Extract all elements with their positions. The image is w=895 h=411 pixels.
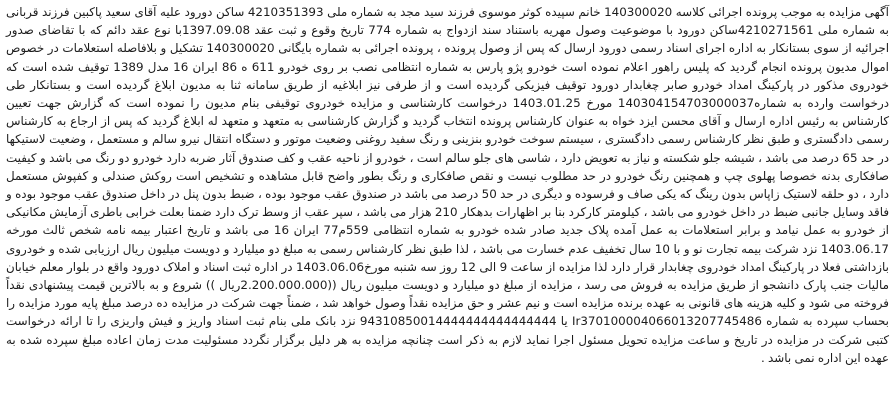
notice-body-text: آگهی مزایده به موجب پرونده اجرائی کلاسه 140300020 خانم سپیده کوثر موسوی فرزند سید مجد به شماره ملی 4210351393 ساکن دورود علیه آقای سعید پاکبین فرزند قربانی به شماره ملی 4210271561ساکن دورود با موضوعیت وصول مهریه باستناد سند ازدواج به شماره 774 تاریخ وقوع و ثبت عقد 1397.09.08با نوع عقد دائم که با تقاضای صدور اجرائیه از سوی بستانکار به اداره اجرای اسناد رسمی دورود ارسال که پس از وصول پرونده ، پرونده اجرائی به شماره بایگانی 140300020 تشکیل و بلافاصله استعلامات در خصوص اموال مدیون پرونده انجام گردید که پلیس راهور اعلام نموده است خودرو پژو پارس به شماره انتظامی نصب بر روی خودرو 611 ه 86 ایران 16 مدل 1389 توقیف شده است که خودروی مذکور در پارکینگ امداد خودرو صابر چغابدار دورود توقیف فیزیکی گردیده است و از طرفی نیز ابلاغیه از طریق سامانه ثنا به مدیون ابلاغ گردیده است و بستانکار طی درخواست وارده به شماره140304154703000037 مورخ 1403.01.25 درخواست کارشناسی و مزایده خودروی توقیفی بنام مدیون را نموده است که گزارش جهت تعیین کارشناس به رئیس اداره ارسال و آقای محسن ایزد خواه به عنوان کارشناس پرونده انتخاب گردید و گزارش کارشناسی به متعهد و متعهد له ابلاغ گردید که پس از ارجاع به کارشناس رسمی دادگستری و طبق نظر کارشناس رسمی دادگستری ، سیستم سوخت خودرو بنزینی و رنگ سفید روغنی وضعیت موتور و دستگاه انتقال نیرو سالم و مستعمل ، وضعیت لاستیکها در حد 65 درصد می باشد ، شیشه جلو شکسته و نیاز به تعویض دارد ، شاسی های جلو سالم است ، خودرو از ناحیه عقب و کف صندوق آثار ضربه دارد خودرو دو رنگ می باشد و کیفیت صافکاری بدنه خصوصا پهلوی چپ و همچنین رنگ خودرو در حد مطلوب نیست و نقص صافکاری و رنگ بطور واضح قابل مشاهده و تشخیص است روکش صندلی و کفپوش مستعمل دارد ، دو حلقه لاستیک زاپاس بدون رینگ که یکی صاف و فرسوده و دیگری در حد 50 درصد می باشد در صندوق عقب موجود بوده ، ضبط بدون پنل در داخل صندوق عقب موجود بوده و فاقد وسایل جانبی ضبط در داخل خودرو می باشد ، کیلومتر کارکرد بنا بر اظهارات بدهکار 210 هزار می باشد ، سپر عقب از وسط ترک دارد ضمنا بعلت خرابی باطری آزمایش مکانیکی از خودرو به عمل نیامد و برابر استعلامات به عمل آمده پلاک جدید صادر شده خودرو به شماره انتظامی 559م77 ایران 16 می باشد و تاریخ اعتبار بیمه نامه شخص ثالث مورخه 1403.06.17 نزد شرکت بیمه تجارت نو و با 10 سال تخفیف عدم خسارت می باشد ، لذا طبق نظر کارشناس رسمی به مبلغ دو میلیارد و دویست میلیون ریال ارزیابی شده و خودروی بازداشتی فعلا در پارکینگ امداد خودروی چغابدار قرار دارد لذا مزایده از ساعت 9 الی 12 روز سه شنبه مورخ1403.06.06 در اداره ثبت اسناد و املاک دورود واقع در بلوار معلم خیابان مالیات جنب پارک دانشجو از طریق مزایده به فروش می رسد ، مزایده از مبلغ دو میلیارد و دویست میلیون ریال ((2.200.000.000ریال )) شروع و به بالاترین قیمت پیشنهادی نقداً فروخته می شود و کلیه هزینه های قانونی به عهده برنده مزایده است و نیم عشر و حق مزایده نقداً وصول خواهد شد ، ضمناً جهت شرکت در مزایده ده درصد مبلغ پایه مورد مزایده را بحساب سپرده به شماره Ir370100004066013207745486 یا 94310850014444444444444444 نزد بانک ملی بنام ثبت اسناد واریز و فیش واریزی را تا ارائه درخواست کتبی شرکت در مزایده در تاریخ و ساعت مزایده تحویل مسئول اجرا نماید لازم به ذکر است چنانچه مزایده به هر دلیل برگزار نگردد مسئولیت مدت زمان اعاده مبلغ سپرده شده به عهده این اداره نمی باشد . xyxy=(6,5,890,365)
